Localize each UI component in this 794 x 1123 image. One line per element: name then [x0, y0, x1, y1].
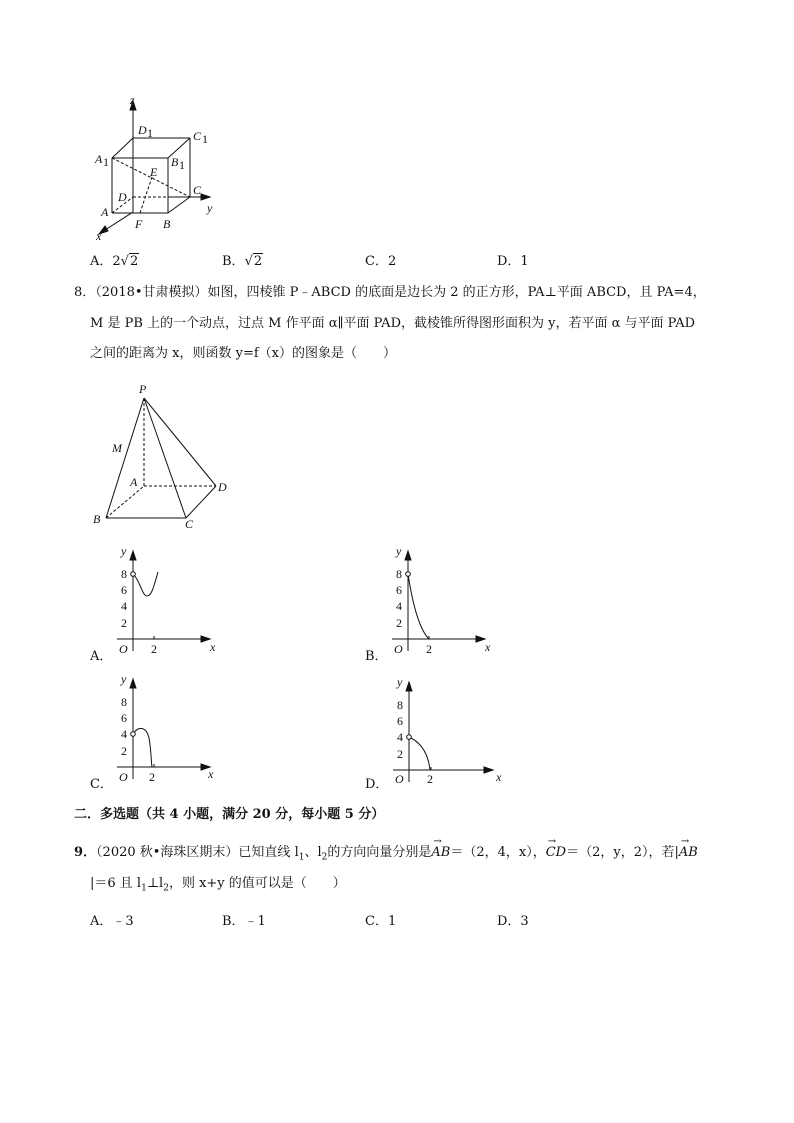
svg-text:6: 6 [121, 583, 127, 597]
q9-number: 9． [74, 845, 97, 860]
svg-text:6: 6 [396, 583, 402, 597]
svg-text:4: 4 [397, 730, 403, 744]
label-c: C [193, 183, 202, 197]
q8-option-c[interactable]: C． [90, 777, 113, 792]
svg-text:4: 4 [121, 599, 127, 613]
q8-number: 8． [74, 285, 96, 300]
q8-option-a[interactable]: A． [90, 649, 113, 664]
svg-text:2: 2 [427, 772, 433, 786]
axis-y-label: y [121, 544, 127, 558]
q7-option-d[interactable]: D．1 [497, 254, 529, 269]
q8-option-b[interactable]: B． [365, 649, 388, 664]
svg-text:2: 2 [149, 770, 155, 784]
label-d: D [118, 190, 127, 204]
label-a1: A [95, 152, 103, 166]
q7-option-a-math: 2√2 [112, 254, 139, 269]
q9-line1: 9．（2020 秋•海珠区期末）已知直线 $l_1$、$l_2$的方向向量分别是→ AB＝（2，4，x），→ CD＝（2，y，2），若|→ AB [74, 842, 698, 869]
vector-cd: → CD [546, 842, 566, 864]
q9-option-a[interactable]: A．﹣3 [90, 914, 134, 929]
axis-y-label: y [396, 544, 402, 558]
origin-label: O [119, 642, 128, 656]
label-m: M [112, 441, 122, 455]
q9-option-d[interactable]: D．3 [497, 914, 529, 929]
label-z: z [130, 93, 135, 107]
section-title: 二．多选题（共 4 小题，满分 20 分，每小题 5 分） [74, 807, 385, 822]
svg-text:1: 1 [202, 132, 208, 146]
axis-x-label: x [485, 640, 491, 654]
label-y: y [207, 201, 213, 215]
axis-x-label: x [208, 767, 214, 781]
label-p: P [139, 382, 147, 396]
svg-text:1: 1 [179, 158, 185, 172]
q8-line1: 8．（2018•甘肃模拟）如图，四棱锥 P﹣ABCD 的底面是边长为 2 的正方形，PA⊥平面 ABCD，且 PA=4， [74, 285, 706, 300]
label-a: A [101, 205, 109, 219]
label-b1: B [171, 155, 179, 169]
label-c1: C [193, 129, 202, 143]
vector-ab: → AB [431, 842, 450, 864]
label-f: F [135, 217, 143, 231]
origin-label: O [395, 772, 404, 786]
q8-line2: M 是 PB 上的一个动点，过点 M 作平面 α∥平面 PAD，截棱锥所得图形面积为 y，若平面 α 与平面 PAD [90, 316, 696, 331]
svg-text:6: 6 [397, 714, 403, 728]
q8-line3: 之间的距离为 x，则函数 y=f（x）的图象是（ ） [90, 346, 396, 361]
q9-line2: |＝6 且 $l_1\perp l_2$，则 x+y 的值可以是（ ） [90, 876, 346, 894]
vector-ab: → AB [679, 842, 698, 864]
svg-text:6: 6 [121, 711, 127, 725]
label-d1: D [138, 123, 147, 137]
origin-label: O [394, 642, 403, 656]
svg-text:8: 8 [121, 567, 127, 581]
axis-y-label: y [121, 672, 127, 686]
q7-option-a[interactable]: A．2√2 [90, 254, 139, 269]
svg-text:1: 1 [103, 155, 109, 169]
axis-x-label: x [210, 640, 216, 654]
axis-x-label: x [496, 770, 502, 784]
label-b: B [163, 217, 171, 231]
label-b: B [93, 512, 101, 526]
label-c: C [185, 517, 194, 531]
svg-text:4: 4 [396, 599, 402, 613]
svg-text:2: 2 [151, 642, 157, 656]
q7-option-c[interactable]: C．2 [365, 254, 397, 269]
q7-option-b[interactable]: B．√2 [222, 254, 263, 269]
svg-text:2: 2 [121, 616, 127, 630]
label-d: D [218, 480, 227, 494]
svg-text:8: 8 [396, 567, 402, 581]
origin-label: O [119, 770, 128, 784]
svg-text:2: 2 [396, 616, 402, 630]
svg-text:2: 2 [397, 747, 403, 761]
label-x: x [96, 229, 102, 243]
svg-text:2: 2 [121, 744, 127, 758]
svg-text:2: 2 [426, 642, 432, 656]
svg-text:4: 4 [121, 727, 127, 741]
q9-option-c[interactable]: C．1 [365, 914, 397, 929]
q9-option-b[interactable]: B．﹣1 [222, 914, 266, 929]
svg-text:8: 8 [397, 698, 403, 712]
q7-option-b-math: √2 [244, 254, 263, 269]
label-e: E [150, 165, 158, 179]
svg-text:8: 8 [121, 695, 127, 709]
svg-text:1: 1 [147, 126, 153, 140]
label-a: A [130, 475, 138, 489]
q8-option-d[interactable]: D． [365, 777, 389, 792]
axis-y-label: y [397, 675, 403, 689]
